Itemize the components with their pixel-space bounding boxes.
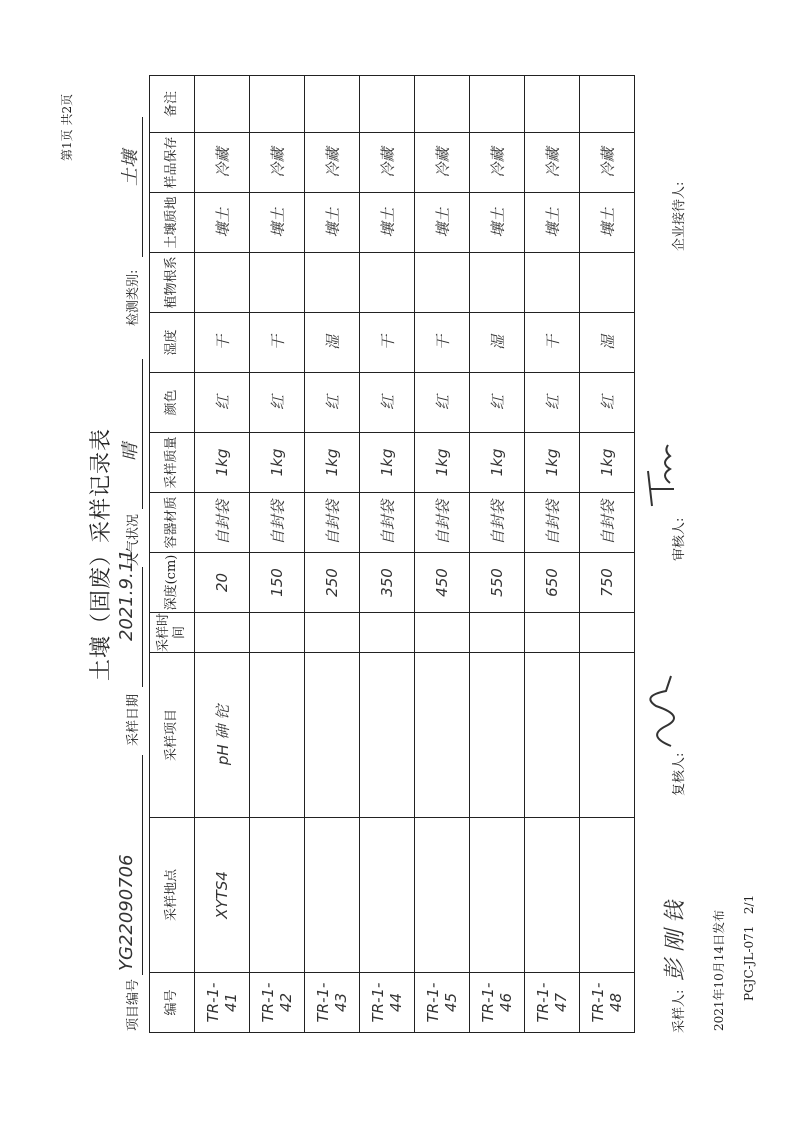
cell-storage: 冷藏 bbox=[580, 133, 635, 193]
cell-id: TR-1-47 bbox=[525, 973, 580, 1033]
cell-items: pH 砷 铊 bbox=[195, 653, 250, 818]
test-type-underline bbox=[142, 117, 143, 257]
col-header: 采样质量 bbox=[150, 433, 195, 493]
sample-date-value: 2021.9.11 bbox=[116, 549, 137, 641]
cell-texture: 壤土 bbox=[525, 193, 580, 253]
cell-time bbox=[415, 613, 470, 653]
cell-humidity: 湿 bbox=[305, 313, 360, 373]
cell-note bbox=[415, 76, 470, 133]
cell-mass: 1kg bbox=[470, 433, 525, 493]
cell-storage: 冷藏 bbox=[470, 133, 525, 193]
cell-id: TR-1-41 bbox=[195, 973, 250, 1033]
cell-color: 红 bbox=[580, 373, 635, 433]
cell-color: 红 bbox=[415, 373, 470, 433]
cell-mass: 1kg bbox=[580, 433, 635, 493]
cell-container: 自封袋 bbox=[580, 493, 635, 553]
cell-time bbox=[580, 613, 635, 653]
auditor-label: 审核人: bbox=[672, 517, 687, 561]
test-type-value: 土壤 bbox=[120, 150, 141, 186]
cell-humidity: 干 bbox=[195, 313, 250, 373]
auditor-signature bbox=[640, 441, 680, 511]
cell-id: TR-1-44 bbox=[360, 973, 415, 1033]
publish-date: 2021年10月14日发布 bbox=[712, 909, 726, 1031]
cell-depth: 650 bbox=[525, 553, 580, 613]
cell-site bbox=[250, 818, 305, 973]
sampling-table bbox=[149, 75, 635, 1033]
col-header: 采样项目 bbox=[150, 653, 195, 818]
cell-texture: 壤土 bbox=[580, 193, 635, 253]
test-type-label: 检测类别: bbox=[126, 269, 141, 326]
col-header: 采样时间 bbox=[150, 613, 195, 653]
cell-id: TR-1-43 bbox=[305, 973, 360, 1033]
cell-site bbox=[470, 818, 525, 973]
cell-items bbox=[305, 653, 360, 818]
cell-site bbox=[360, 818, 415, 973]
page-title: 土壤（固废）采样记录表 bbox=[89, 427, 114, 681]
form-code-text: PGJC-JL-071 bbox=[742, 925, 756, 1001]
cell-id: TR-1-42 bbox=[250, 973, 305, 1033]
cell-mass: 1kg bbox=[415, 433, 470, 493]
col-header: 采样地点 bbox=[150, 818, 195, 973]
table-header-row bbox=[150, 76, 195, 1033]
cell-roots bbox=[250, 253, 305, 313]
cell-storage: 冷藏 bbox=[360, 133, 415, 193]
cell-container: 自封袋 bbox=[415, 493, 470, 553]
cell-items bbox=[525, 653, 580, 818]
cell-roots bbox=[580, 253, 635, 313]
cell-humidity: 干 bbox=[525, 313, 580, 373]
col-header: 容器材质 bbox=[150, 493, 195, 553]
cell-texture: 壤土 bbox=[415, 193, 470, 253]
weather-label: 天气状况 bbox=[126, 513, 141, 566]
cell-color: 红 bbox=[470, 373, 525, 433]
cell-time bbox=[360, 613, 415, 653]
col-header: 土壤质地 bbox=[150, 193, 195, 253]
cell-container: 自封袋 bbox=[525, 493, 580, 553]
form-code bbox=[742, 895, 756, 1001]
col-header: 湿度 bbox=[150, 313, 195, 373]
cell-items bbox=[250, 653, 305, 818]
cell-storage: 冷藏 bbox=[525, 133, 580, 193]
cell-time bbox=[305, 613, 360, 653]
receiver-label: 企业接待人: bbox=[672, 181, 687, 251]
cell-roots bbox=[415, 253, 470, 313]
cell-storage: 冷藏 bbox=[195, 133, 250, 193]
cell-note bbox=[580, 76, 635, 133]
cell-site bbox=[415, 818, 470, 973]
cell-note bbox=[305, 76, 360, 133]
table-row bbox=[250, 76, 305, 1033]
cell-mass: 1kg bbox=[305, 433, 360, 493]
cell-humidity: 干 bbox=[360, 313, 415, 373]
cell-storage: 冷藏 bbox=[415, 133, 470, 193]
cell-mass: 1kg bbox=[360, 433, 415, 493]
cell-container: 自封袋 bbox=[470, 493, 525, 553]
cell-note bbox=[360, 76, 415, 133]
cell-roots bbox=[305, 253, 360, 313]
reviewer-label: 复核人: bbox=[672, 752, 687, 796]
cell-humidity: 湿 bbox=[580, 313, 635, 373]
cell-mass: 1kg bbox=[195, 433, 250, 493]
project-no-underline bbox=[142, 755, 143, 975]
col-header: 植物根系 bbox=[150, 253, 195, 313]
col-header: 深度(cm) bbox=[150, 553, 195, 613]
cell-roots bbox=[470, 253, 525, 313]
cell-items bbox=[580, 653, 635, 818]
weather-value: 晴 bbox=[120, 443, 141, 461]
cell-items bbox=[360, 653, 415, 818]
col-header: 颜色 bbox=[150, 373, 195, 433]
table-row bbox=[415, 76, 470, 1033]
cell-site bbox=[305, 818, 360, 973]
cell-depth: 350 bbox=[360, 553, 415, 613]
cell-storage: 冷藏 bbox=[250, 133, 305, 193]
cell-humidity: 干 bbox=[415, 313, 470, 373]
cell-mass: 1kg bbox=[525, 433, 580, 493]
cell-mass: 1kg bbox=[250, 433, 305, 493]
sampler-signature: 彭 刚 钱 bbox=[663, 901, 688, 981]
cell-time bbox=[525, 613, 580, 653]
cell-note bbox=[195, 76, 250, 133]
page-fraction: 2/1 bbox=[742, 894, 756, 915]
table-row bbox=[195, 76, 250, 1033]
cell-color: 红 bbox=[195, 373, 250, 433]
cell-note bbox=[525, 76, 580, 133]
cell-roots bbox=[525, 253, 580, 313]
cell-site bbox=[525, 818, 580, 973]
cell-time bbox=[195, 613, 250, 653]
sample-date-underline bbox=[142, 567, 143, 687]
table-row bbox=[580, 76, 635, 1033]
cell-note bbox=[470, 76, 525, 133]
cell-time bbox=[250, 613, 305, 653]
project-no-value: YG22090706 bbox=[116, 854, 137, 971]
cell-depth: 20 bbox=[195, 553, 250, 613]
cell-roots bbox=[360, 253, 415, 313]
cell-container: 自封袋 bbox=[360, 493, 415, 553]
cell-color: 红 bbox=[250, 373, 305, 433]
cell-id: TR-1-45 bbox=[415, 973, 470, 1033]
col-header: 备注 bbox=[150, 76, 195, 133]
cell-storage: 冷藏 bbox=[305, 133, 360, 193]
weather-underline bbox=[142, 359, 143, 509]
table-row bbox=[525, 76, 580, 1033]
cell-site bbox=[580, 818, 635, 973]
cell-id: TR-1-46 bbox=[470, 973, 525, 1033]
cell-color: 红 bbox=[525, 373, 580, 433]
cell-color: 红 bbox=[360, 373, 415, 433]
cell-texture: 壤土 bbox=[470, 193, 525, 253]
cell-items bbox=[470, 653, 525, 818]
sampler-label: 采样人: bbox=[672, 989, 687, 1033]
cell-texture: 壤土 bbox=[360, 193, 415, 253]
cell-texture: 壤土 bbox=[195, 193, 250, 253]
cell-texture: 壤土 bbox=[250, 193, 305, 253]
cell-roots bbox=[195, 253, 250, 313]
cell-color: 红 bbox=[305, 373, 360, 433]
table-row bbox=[470, 76, 525, 1033]
cell-depth: 250 bbox=[305, 553, 360, 613]
cell-depth: 750 bbox=[580, 553, 635, 613]
cell-site: XYTS4 bbox=[195, 818, 250, 973]
cell-items bbox=[415, 653, 470, 818]
cell-time bbox=[470, 613, 525, 653]
reviewer-signature bbox=[636, 671, 686, 751]
cell-container: 自封袋 bbox=[195, 493, 250, 553]
cell-container: 自封袋 bbox=[305, 493, 360, 553]
cell-note bbox=[250, 76, 305, 133]
col-header: 编号 bbox=[150, 973, 195, 1033]
cell-depth: 550 bbox=[470, 553, 525, 613]
cell-humidity: 湿 bbox=[470, 313, 525, 373]
table-row bbox=[305, 76, 360, 1033]
project-no-label: 项目编号 bbox=[126, 978, 141, 1031]
col-header: 样品保存 bbox=[150, 133, 195, 193]
table-row bbox=[360, 76, 415, 1033]
cell-texture: 壤土 bbox=[305, 193, 360, 253]
cell-depth: 150 bbox=[250, 553, 305, 613]
sample-date-label: 采样日期 bbox=[126, 693, 141, 746]
cell-container: 自封袋 bbox=[250, 493, 305, 553]
cell-id: TR-1-48 bbox=[580, 973, 635, 1033]
page-info: 第1页 共2页 bbox=[60, 93, 74, 161]
cell-depth: 450 bbox=[415, 553, 470, 613]
cell-humidity: 干 bbox=[250, 313, 305, 373]
